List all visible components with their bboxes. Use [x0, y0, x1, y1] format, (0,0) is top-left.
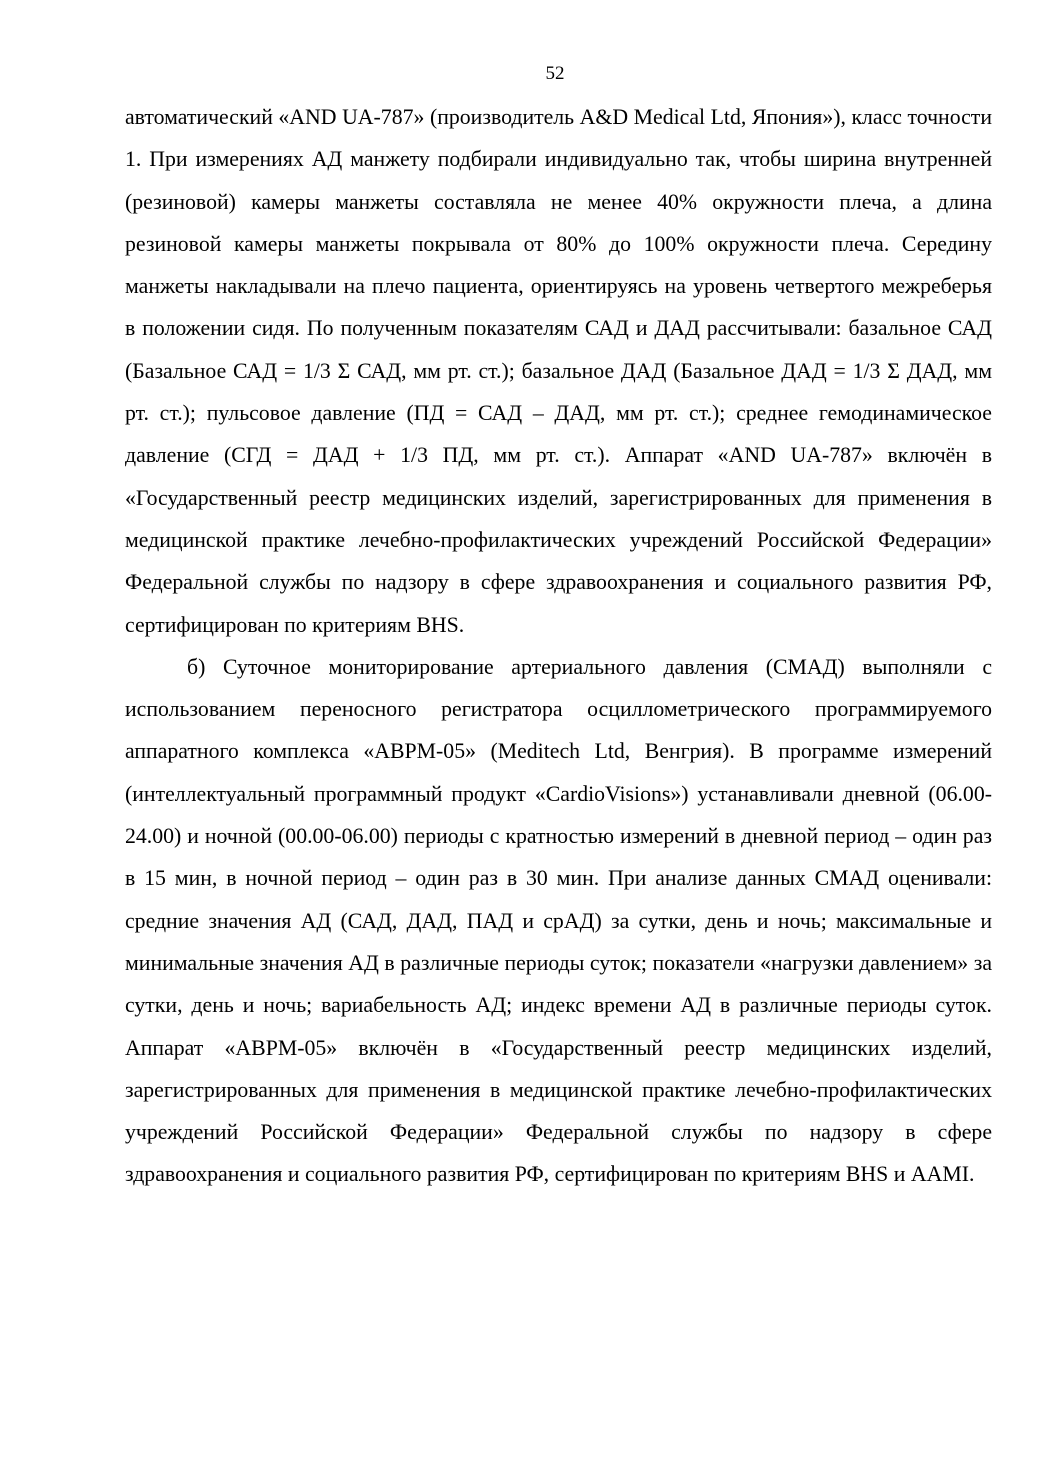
paragraph-device-and-ua787: автоматический «AND UA-787» (производитель A&D Medical Ltd, Япония»), класс точности 1. При измерениях АД манжету подбирали индивидуально так, чтобы ширина внутренней (резиновой) камеры манжеты составляла не менее 40% окружности плеча, а длина резиновой камеры манжеты покрывала от 80% до 100% окружности плеча. Середину манжеты накладывали на плечо пациента, ориентируясь на уровень четвертого межреберья в положении сидя. По полученным показателям САД и ДАД рассчитывали: базальное САД (Базальное САД = 1/3 Σ САД, мм рт. ст.); базальное ДАД (Базальное ДАД = 1/3 Σ ДАД, мм рт. ст.); пульсовое давление (ПД = САД – ДАД, мм рт. ст.); среднее гемодинамическое давление (СГД = ДАД + 1/3 ПД, мм рт. ст.). Аппарат «AND UA-787» включён в «Государственный реестр медицинских изделий, зарегистрированных для применения в медицинской практике лечебно-профилактических учреждений Российской Федерации» Федеральной службы по надзору в сфере здравоохранения и социального развития РФ, сертифицирован по критериям BHS.	[125, 105, 992, 637]
paragraph-abpm-monitoring: б) Суточное мониторирование артериального давления (СМАД) выполняли с использованием переносного регистратора осциллометрического программируемого аппаратного комплекса «ABPM-05» (Meditech Ltd, Венгрия). В программе измерений (интеллектуальный программный продукт «CardioVisions») устанавливали дневной (06.00-24.00) и ночной (00.00-06.00) периоды с кратностью измерений в дневной период – один раз в 15 мин, в ночной период – один раз в 30 мин. При анализе данных СМАД оценивали: средние значения АД (САД, ДАД, ПАД и срАД) за сутки, день и ночь; максимальные и минимальные значения АД в различные периоды суток; показатели «нагрузки давлением» за сутки, день и ночь; вариабельность АД; индекс времени АД в различные периоды суток. Аппарат «ABPM-05» включён в «Государственный реестр медицинских изделий, зарегистрированных для применения в медицинской практике лечебно-профилактических учреждений Российской Федерации» Федеральной службы по надзору в сфере здравоохранения и социального развития РФ, сертифицирован по критериям BHS и AAMI.	[125, 654, 992, 1187]
body-text	[125, 96, 992, 1196]
page-number: 52	[545, 63, 565, 84]
